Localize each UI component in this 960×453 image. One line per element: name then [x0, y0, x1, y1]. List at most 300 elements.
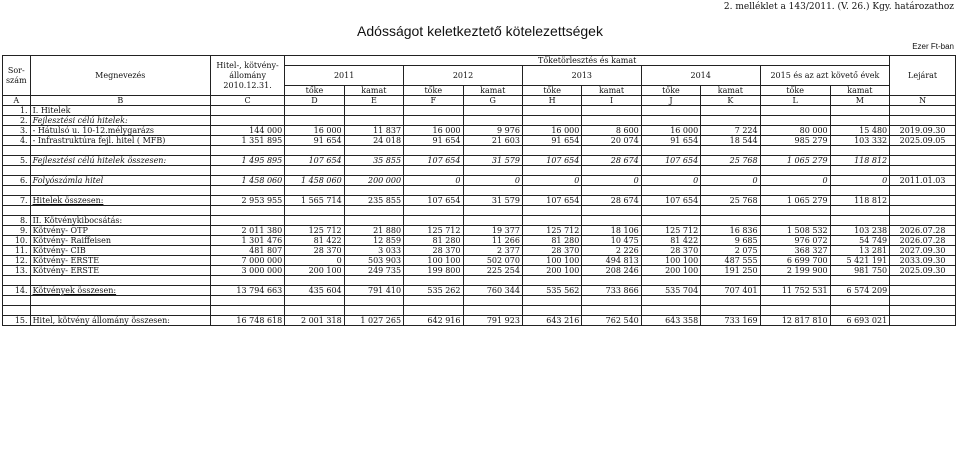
empty-cell: [30, 306, 210, 316]
value-cell: 16 748 618: [210, 316, 284, 326]
column-letter: F: [404, 96, 463, 106]
empty-cell: [582, 206, 641, 216]
value-cell: 28 674: [582, 156, 641, 166]
value-cell: 733 866: [582, 286, 641, 296]
row-name: Folyószámla hitel: [30, 176, 210, 186]
value-cell: 15 480: [830, 126, 890, 136]
maturity-cell: 2033.09.30: [890, 256, 956, 266]
value-cell: 5 421 191: [830, 256, 890, 266]
value-cell: [463, 216, 522, 226]
column-letter: A: [3, 96, 31, 106]
value-cell: [285, 116, 344, 126]
value-cell: 487 555: [701, 256, 760, 266]
value-cell: 100 100: [641, 256, 700, 266]
value-cell: 2 001 318: [285, 316, 344, 326]
value-cell: 9 685: [701, 236, 760, 246]
header-kamat: kamat: [582, 86, 641, 96]
value-cell: [285, 216, 344, 226]
header-toke: tőke: [522, 86, 581, 96]
value-cell: 54 749: [830, 236, 890, 246]
empty-cell: [522, 206, 581, 216]
empty-cell: [582, 166, 641, 176]
empty-cell: [760, 166, 830, 176]
empty-cell: [641, 306, 700, 316]
value-cell: 9 976: [463, 126, 522, 136]
empty-cell: [285, 276, 344, 286]
value-cell: 125 712: [404, 226, 463, 236]
empty-cell: [30, 166, 210, 176]
value-cell: [285, 106, 344, 116]
table-row: [3, 266, 956, 276]
row-number: 15.: [3, 316, 31, 326]
maturity-cell: [890, 116, 956, 126]
value-cell: 16 000: [285, 126, 344, 136]
spacer-row: [3, 186, 956, 196]
value-cell: 1 027 265: [344, 316, 403, 326]
value-cell: 435 604: [285, 286, 344, 296]
value-cell: 8 600: [582, 126, 641, 136]
page-title: Adósságot keletkeztető kötelezettségek: [357, 23, 603, 39]
maturity-cell: [890, 156, 956, 166]
row-number: 9.: [3, 226, 31, 236]
value-cell: 118 812: [830, 156, 890, 166]
table-row: [3, 196, 956, 206]
value-cell: 0: [285, 256, 344, 266]
spacer-row: [3, 206, 956, 216]
empty-cell: [830, 276, 890, 286]
empty-cell: [701, 296, 760, 306]
empty-cell: [830, 306, 890, 316]
empty-cell: [463, 296, 522, 306]
empty-cell: [890, 276, 956, 286]
value-cell: 16 000: [641, 126, 700, 136]
value-cell: 31 579: [463, 196, 522, 206]
header-year: 2013: [522, 66, 641, 86]
column-letter: E: [344, 96, 403, 106]
empty-cell: [463, 206, 522, 216]
value-cell: 28 370: [404, 246, 463, 256]
value-cell: 21 603: [463, 136, 522, 146]
value-cell: 3 033: [344, 246, 403, 256]
row-name: Hitelek összesen:: [30, 196, 210, 206]
value-cell: 225 254: [463, 266, 522, 276]
empty-cell: [830, 186, 890, 196]
value-cell: 1 458 060: [285, 176, 344, 186]
empty-cell: [641, 206, 700, 216]
empty-cell: [760, 186, 830, 196]
maturity-cell: 2011.01.03: [890, 176, 956, 186]
value-cell: 2 226: [582, 246, 641, 256]
unit-label: Ezer Ft-ban: [912, 42, 954, 51]
empty-cell: [582, 186, 641, 196]
empty-cell: [404, 166, 463, 176]
value-cell: 24 018: [344, 136, 403, 146]
value-cell: [641, 216, 700, 226]
empty-cell: [3, 296, 31, 306]
value-cell: 0: [641, 176, 700, 186]
empty-cell: [463, 166, 522, 176]
value-cell: 125 712: [641, 226, 700, 236]
value-cell: 0: [760, 176, 830, 186]
value-cell: 19 377: [463, 226, 522, 236]
value-cell: 11 266: [463, 236, 522, 246]
column-letter: H: [522, 96, 581, 106]
empty-cell: [890, 296, 956, 306]
value-cell: 28 370: [641, 246, 700, 256]
table-row: [3, 226, 956, 236]
value-cell: 2 011 380: [210, 226, 284, 236]
empty-cell: [404, 206, 463, 216]
value-cell: 235 855: [344, 196, 403, 206]
empty-cell: [210, 276, 284, 286]
value-cell: 200 100: [285, 266, 344, 276]
empty-cell: [760, 306, 830, 316]
value-cell: 107 654: [404, 196, 463, 206]
value-cell: 191 250: [701, 266, 760, 276]
empty-cell: [760, 206, 830, 216]
maturity-cell: [890, 286, 956, 296]
column-letter: G: [463, 96, 522, 106]
column-letter: I: [582, 96, 641, 106]
empty-cell: [890, 206, 956, 216]
value-cell: 1 301 476: [210, 236, 284, 246]
empty-cell: [285, 166, 344, 176]
value-cell: 200 100: [522, 266, 581, 276]
empty-cell: [890, 166, 956, 176]
empty-cell: [30, 186, 210, 196]
value-cell: [701, 116, 760, 126]
header-year: 2012: [404, 66, 523, 86]
value-cell: 31 579: [463, 156, 522, 166]
empty-cell: [701, 206, 760, 216]
value-cell: 100 100: [404, 256, 463, 266]
empty-cell: [285, 306, 344, 316]
value-cell: 13 794 663: [210, 286, 284, 296]
column-letter: B: [30, 96, 210, 106]
header-kamat: kamat: [701, 86, 760, 96]
empty-cell: [522, 276, 581, 286]
column-letter: D: [285, 96, 344, 106]
empty-cell: [522, 306, 581, 316]
empty-cell: [522, 166, 581, 176]
value-cell: 1 351 895: [210, 136, 284, 146]
value-cell: 13 281: [830, 246, 890, 256]
row-number: 2.: [3, 116, 31, 126]
value-cell: 91 654: [285, 136, 344, 146]
empty-cell: [890, 186, 956, 196]
maturity-cell: [890, 316, 956, 326]
spacer-row: [3, 146, 956, 156]
empty-cell: [404, 276, 463, 286]
value-cell: 1 065 279: [760, 196, 830, 206]
value-cell: 18 544: [701, 136, 760, 146]
value-cell: [404, 216, 463, 226]
empty-cell: [210, 186, 284, 196]
table-row: [3, 116, 956, 126]
table-row: [3, 286, 956, 296]
row-name: - Infrastruktúra fejl. hitel ( MFB): [30, 136, 210, 146]
value-cell: 107 654: [404, 156, 463, 166]
empty-cell: [404, 146, 463, 156]
empty-cell: [344, 276, 403, 286]
value-cell: 107 654: [522, 156, 581, 166]
value-cell: 1 458 060: [210, 176, 284, 186]
value-cell: 81 422: [641, 236, 700, 246]
value-cell: 791 410: [344, 286, 403, 296]
row-name: Hitel, kötvény állomány összesen:: [30, 316, 210, 326]
value-cell: [463, 116, 522, 126]
row-number: 1.: [3, 106, 31, 116]
value-cell: 1 565 714: [285, 196, 344, 206]
value-cell: 91 654: [522, 136, 581, 146]
value-cell: 20 074: [582, 136, 641, 146]
value-cell: 18 106: [582, 226, 641, 236]
empty-cell: [522, 146, 581, 156]
value-cell: 107 654: [641, 156, 700, 166]
empty-cell: [3, 306, 31, 316]
maturity-cell: [890, 216, 956, 226]
value-cell: [830, 116, 890, 126]
value-cell: 118 812: [830, 196, 890, 206]
empty-cell: [344, 146, 403, 156]
value-cell: 81 280: [522, 236, 581, 246]
value-cell: [463, 106, 522, 116]
value-cell: [701, 216, 760, 226]
value-cell: 976 072: [760, 236, 830, 246]
table-row: [3, 126, 956, 136]
value-cell: 107 654: [285, 156, 344, 166]
column-letter: C: [210, 96, 284, 106]
value-cell: 642 916: [404, 316, 463, 326]
empty-cell: [3, 206, 31, 216]
value-cell: [641, 106, 700, 116]
value-cell: 481 807: [210, 246, 284, 256]
row-number: 10.: [3, 236, 31, 246]
value-cell: 10 475: [582, 236, 641, 246]
value-cell: 502 070: [463, 256, 522, 266]
empty-cell: [641, 186, 700, 196]
value-cell: 0: [522, 176, 581, 186]
row-name: Kötvény- CIB: [30, 246, 210, 256]
header-sorszam: Sor- szám: [3, 56, 31, 96]
value-cell: [582, 216, 641, 226]
empty-cell: [210, 166, 284, 176]
value-cell: 199 800: [404, 266, 463, 276]
value-cell: 0: [463, 176, 522, 186]
row-number: 13.: [3, 266, 31, 276]
column-letter: N: [890, 96, 956, 106]
empty-cell: [344, 166, 403, 176]
maturity-cell: 2026.07.28: [890, 226, 956, 236]
row-name: Fejlesztési célú hitelek összesen:: [30, 156, 210, 166]
value-cell: [582, 116, 641, 126]
value-cell: 28 370: [285, 246, 344, 256]
row-number: 3.: [3, 126, 31, 136]
row-number: 5.: [3, 156, 31, 166]
empty-cell: [344, 296, 403, 306]
value-cell: 200 000: [344, 176, 403, 186]
row-name: - Hátulsó u. 10-12.mélygarázs: [30, 126, 210, 136]
value-cell: 81 422: [285, 236, 344, 246]
spacer-row: [3, 296, 956, 306]
empty-cell: [30, 146, 210, 156]
value-cell: 11 837: [344, 126, 403, 136]
value-cell: [522, 216, 581, 226]
row-number: 11.: [3, 246, 31, 256]
value-cell: 125 712: [285, 226, 344, 236]
row-name: Kötvény- ERSTE: [30, 266, 210, 276]
header-kamat: kamat: [463, 86, 522, 96]
value-cell: 11 752 531: [760, 286, 830, 296]
value-cell: 7 000 000: [210, 256, 284, 266]
header-toke: tőke: [285, 86, 344, 96]
empty-cell: [285, 146, 344, 156]
empty-cell: [890, 306, 956, 316]
empty-cell: [210, 306, 284, 316]
row-name: Kötvény- Raiffeisen: [30, 236, 210, 246]
value-cell: 791 923: [463, 316, 522, 326]
table-row: [3, 256, 956, 266]
value-cell: 0: [404, 176, 463, 186]
value-cell: 125 712: [522, 226, 581, 236]
row-name: Kötvény- ERSTE: [30, 256, 210, 266]
value-cell: 28 674: [582, 196, 641, 206]
value-cell: [760, 216, 830, 226]
value-cell: 12 817 810: [760, 316, 830, 326]
header-kamat: kamat: [344, 86, 403, 96]
table-row: [3, 106, 956, 116]
row-number: 6.: [3, 176, 31, 186]
empty-cell: [463, 186, 522, 196]
value-cell: 2 377: [463, 246, 522, 256]
empty-cell: [344, 186, 403, 196]
table-row: [3, 316, 956, 326]
header-year: 2014: [641, 66, 760, 86]
spacer-row: [3, 276, 956, 286]
empty-cell: [404, 296, 463, 306]
annex-note: 2. melléklet a 143/2011. (V. 26.) Kgy. határozathoz: [723, 2, 954, 12]
row-name: Kötvény- OTP: [30, 226, 210, 236]
empty-cell: [463, 306, 522, 316]
column-letter: K: [701, 96, 760, 106]
value-cell: 2 075: [701, 246, 760, 256]
value-cell: [404, 116, 463, 126]
value-cell: 81 280: [404, 236, 463, 246]
empty-cell: [701, 186, 760, 196]
value-cell: 707 401: [701, 286, 760, 296]
maturity-cell: [890, 196, 956, 206]
table-row: [3, 136, 956, 146]
value-cell: [404, 106, 463, 116]
value-cell: 12 859: [344, 236, 403, 246]
header-year: 2015 és az azt követő évek: [760, 66, 890, 86]
value-cell: 535 262: [404, 286, 463, 296]
value-cell: 91 654: [641, 136, 700, 146]
table-row: [3, 156, 956, 166]
value-cell: 7 224: [701, 126, 760, 136]
value-cell: 107 654: [522, 196, 581, 206]
empty-cell: [30, 296, 210, 306]
value-cell: [344, 116, 403, 126]
empty-cell: [522, 186, 581, 196]
empty-cell: [701, 166, 760, 176]
value-cell: 1 508 532: [760, 226, 830, 236]
row-name: Kötvények összesen:: [30, 286, 210, 296]
spacer-row: [3, 306, 956, 316]
maturity-cell: 2025.09.30: [890, 266, 956, 276]
maturity-cell: 2027.09.30: [890, 246, 956, 256]
empty-cell: [582, 146, 641, 156]
value-cell: 6 693 021: [830, 316, 890, 326]
empty-cell: [404, 186, 463, 196]
value-cell: 762 540: [582, 316, 641, 326]
empty-cell: [701, 306, 760, 316]
row-number: 4.: [3, 136, 31, 146]
value-cell: [830, 216, 890, 226]
value-cell: 368 327: [760, 246, 830, 256]
empty-cell: [3, 146, 31, 156]
debt-table: [2, 55, 956, 326]
empty-cell: [830, 146, 890, 156]
empty-cell: [582, 276, 641, 286]
header-toke: tőke: [641, 86, 700, 96]
value-cell: 985 279: [760, 136, 830, 146]
header-torlesztes: Tőketörlesztés és kamat: [285, 56, 890, 66]
row-name: II. Kötvénykibocsátás:: [30, 216, 210, 226]
value-cell: 494 813: [582, 256, 641, 266]
maturity-cell: 2019.09.30: [890, 126, 956, 136]
value-cell: 760 344: [463, 286, 522, 296]
value-cell: 103 332: [830, 136, 890, 146]
header-lejarat: Lejárat: [890, 56, 956, 96]
header-toke: tőke: [404, 86, 463, 96]
empty-cell: [463, 146, 522, 156]
value-cell: [582, 106, 641, 116]
empty-cell: [210, 206, 284, 216]
empty-cell: [404, 306, 463, 316]
value-cell: 733 169: [701, 316, 760, 326]
value-cell: 80 000: [760, 126, 830, 136]
value-cell: 1 065 279: [760, 156, 830, 166]
value-cell: 28 370: [522, 246, 581, 256]
empty-cell: [582, 306, 641, 316]
value-cell: 107 654: [641, 196, 700, 206]
row-number: 7.: [3, 196, 31, 206]
empty-cell: [701, 276, 760, 286]
empty-cell: [760, 276, 830, 286]
empty-cell: [344, 206, 403, 216]
empty-cell: [210, 296, 284, 306]
row-number: 8.: [3, 216, 31, 226]
empty-cell: [830, 296, 890, 306]
value-cell: 25 768: [701, 196, 760, 206]
header-allomany: Hitel-, kötvény- állomány 2010.12.31.: [210, 56, 284, 96]
value-cell: 249 735: [344, 266, 403, 276]
table-row: [3, 236, 956, 246]
value-cell: 0: [582, 176, 641, 186]
empty-cell: [641, 276, 700, 286]
value-cell: [522, 116, 581, 126]
value-cell: 25 768: [701, 156, 760, 166]
maturity-cell: 2025.09.05: [890, 136, 956, 146]
table-row: [3, 216, 956, 226]
value-cell: 1 495 895: [210, 156, 284, 166]
row-number: 12.: [3, 256, 31, 266]
value-cell: 16 000: [522, 126, 581, 136]
column-letter: L: [760, 96, 830, 106]
value-cell: 981 750: [830, 266, 890, 276]
empty-cell: [285, 186, 344, 196]
